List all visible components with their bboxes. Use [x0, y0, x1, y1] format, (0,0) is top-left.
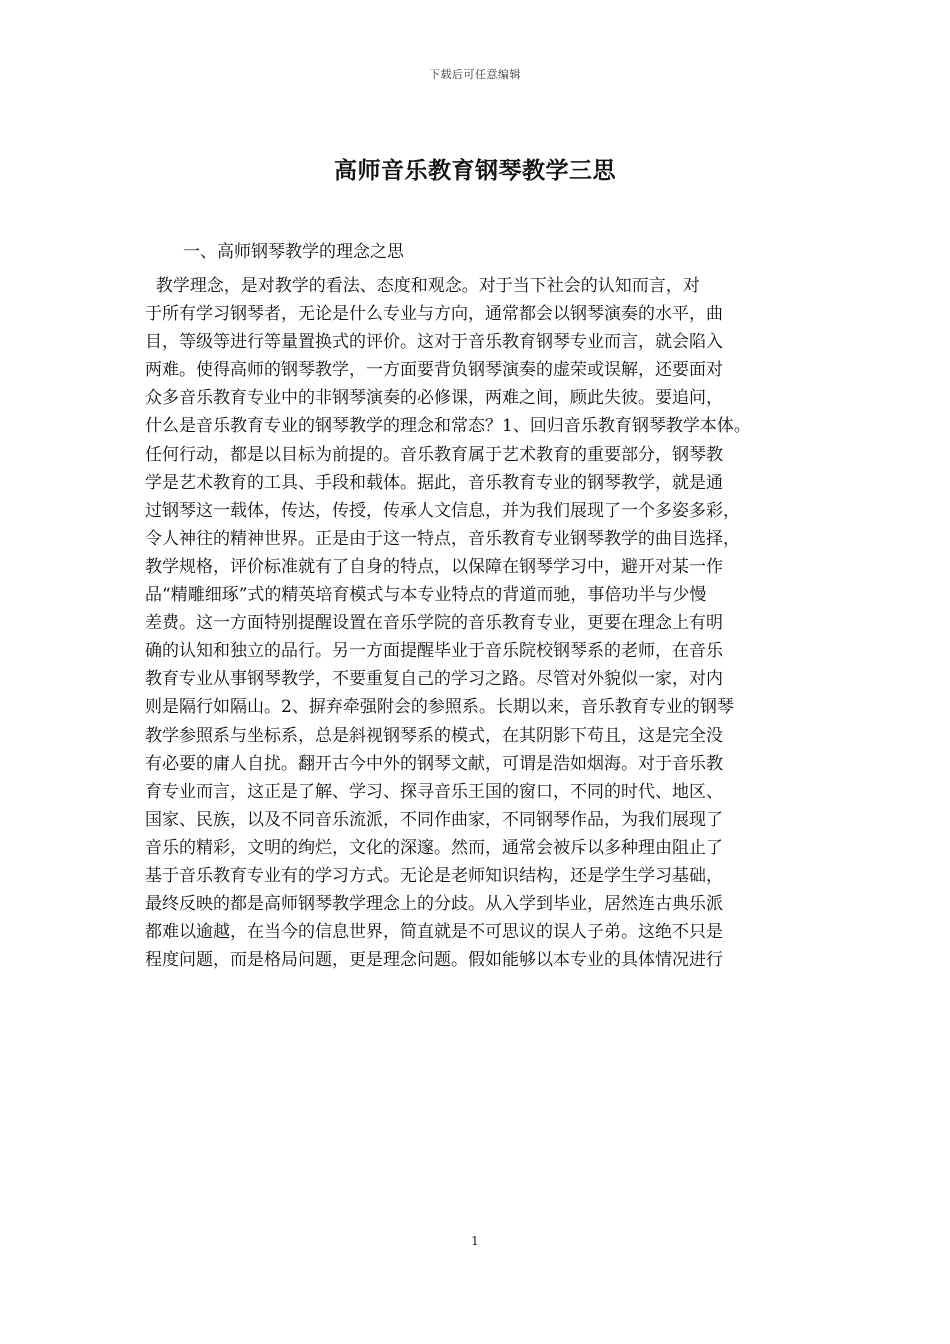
body-line: 两难。使得高师的钢琴教学，一方面要背负钢琴演奏的虚荣或误解，还要面对: [145, 360, 723, 381]
body-line: 基于音乐教育专业有的学习方式。无论是老师知识结构，还是学生学习基础，: [145, 865, 723, 886]
body-line: 则是隔行如隔山。2、摒弃牵强附会的参照系。长期以来，音乐教育专业的钢琴: [145, 697, 734, 718]
body-line: 品“精雕细琢”式的精英培育模式与本专业特点的背道而驰，事倍功半与少慢: [145, 585, 707, 606]
body-text: [145, 272, 805, 974]
body-line: 差费。这一方面特别提醒设置在音乐学院的音乐教育专业，更要在理念上有明: [145, 613, 723, 634]
body-line: 众多音乐教育专业中的非钢琴演奏的必修课，两难之间，顾此失彼。要追问，: [145, 388, 723, 409]
body-line: 教学规格，评价标准就有了自身的特点，以保障在钢琴学习中，避开对某一作: [145, 556, 723, 577]
page-number: 1: [471, 1234, 479, 1248]
body-line: 都难以逾越，在当今的信息世界，简直就是不可思议的误人子弟。这绝不只是: [145, 922, 723, 943]
body-line: 于所有学习钢琴者，无论是什么专业与方向，通常都会以钢琴演奏的水平，曲: [145, 304, 723, 325]
header-note: 下载后可任意编辑: [429, 68, 521, 81]
body-line: 目，等级等进行等量置换式的评价。这对于音乐教育钢琴专业而言，就会陷入: [145, 332, 723, 353]
body-line: 教学参照系与坐标系，总是斜视钢琴系的模式，在其阴影下苟且，这是完全没: [145, 725, 723, 746]
body-line: 程度问题，而是格局问题，更是理念问题。假如能够以本专业的具体情况进行: [145, 950, 723, 971]
body-line: 确的认知和独立的品行。另一方面提醒毕业于音乐院校钢琴系的老师，在音乐: [145, 641, 723, 662]
body-line: 有必要的庸人自扰。翻开古今中外的钢琴文献，可谓是浩如烟海。对于音乐教: [145, 753, 723, 774]
body-line: 什么是音乐教育专业的钢琴教学的理念和常态？1、回归音乐教育钢琴教学本体。: [145, 416, 751, 437]
body-line: 音乐的精彩，文明的绚烂，文化的深邃。然而，通常会被斥以多种理由阻止了: [145, 837, 723, 858]
body-line: 最终反映的都是高师钢琴教学理念上的分歧。从入学到毕业，居然连古典乐派: [145, 894, 723, 915]
document-title: 高师音乐教育钢琴教学三思: [334, 157, 616, 184]
section-heading: 一、高师钢琴教学的理念之思: [183, 242, 404, 262]
body-line: 学是艺术教育的工具、手段和载体。据此，音乐教育专业的钢琴教学，就是通: [145, 472, 723, 493]
body-line: 令人神往的精神世界。正是由于这一特点，音乐教育专业钢琴教学的曲目选择，: [145, 528, 740, 549]
body-line: 任何行动，都是以目标为前提的。音乐教育属于艺术教育的重要部分，钢琴教: [145, 444, 723, 465]
body-line: 教育专业从事钢琴教学，不要重复自己的学习之路。尽管对外貌似一家，对内: [145, 669, 723, 690]
body-line: 过钢琴这一载体，传达，传授，传承人文信息，并为我们展现了一个多姿多彩，: [145, 500, 740, 521]
body-line: 国家、民族，以及不同音乐流派，不同作曲家，不同钢琴作品，为我们展现了: [145, 809, 723, 830]
body-line: 育专业而言，这正是了解、学习、探寻音乐王国的窗口，不同的时代、地区、: [145, 781, 723, 802]
body-line: 教学理念，是对教学的看法、态度和观念。对于当下社会的认知而言，对: [145, 276, 700, 296]
